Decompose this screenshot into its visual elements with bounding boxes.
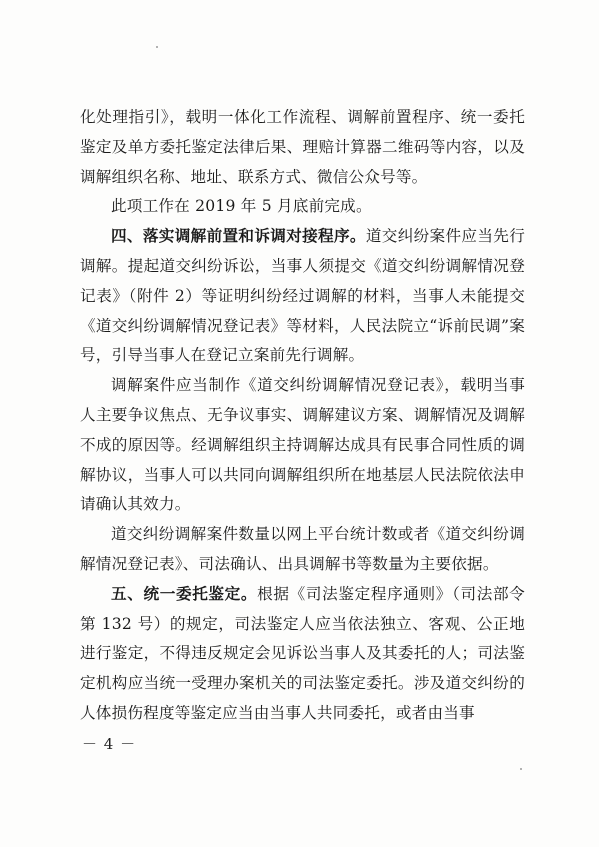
section-heading: 五、统一委托鉴定。 bbox=[111, 584, 258, 603]
section-heading: 四、落实调解前置和诉调对接程序。 bbox=[111, 227, 366, 246]
paragraph-deadline bbox=[80, 192, 525, 222]
scan-speck bbox=[520, 768, 522, 770]
paragraph-mediation-record bbox=[80, 371, 525, 520]
paragraph-text: 根据《司法鉴定程序通则》（司法部令第 132 号）的规定，司法鉴定人应当依法独立、客观、公正地进行鉴定，不得违反规定会见诉讼当事人及其委托的人；司法鉴定机构应当统一受理办案机关的司法鉴定委托。涉及道交纠纷的人体损伤程度等鉴定应当由当事人共同委托，或者由当事 bbox=[80, 584, 525, 722]
paragraph-text: 调解案件应当制作《道交纠纷调解情况登记表》，载明当事人主要争议焦点、无争议事实、调解建议方案、调解情况及调解不成的原因等。经调解组织主持调解达成具有民事合同性质的调解协议，当事人可以共同向调解组织所在地基层人民法院依法申请确认其效力。 bbox=[80, 376, 525, 514]
paragraph-text: 此项工作在 2019 年 5 月底前完成。 bbox=[111, 197, 372, 216]
paragraph-text: 道交纠纷案件应当先行调解。提起道交纠纷诉讼，当事人须提交《道交纠纷调解情况登记表》（附件 2）等证明纠纷经过调解的材料，当事人未能提交《道交纠纷调解情况登记表》等材料，人民法院立“诉前民调”案号，引导当事人在登记立案前先行调解。 bbox=[80, 227, 525, 365]
paragraph-text: 道交纠纷调解案件数量以网上平台统计数或者《道交纠纷调解情况登记表》、司法确认、出具调解书等数量为主要依据。 bbox=[80, 525, 525, 573]
scan-speck bbox=[156, 46, 158, 48]
paragraph-statistics bbox=[80, 520, 525, 580]
paragraph-continuation bbox=[80, 103, 525, 192]
section-four bbox=[80, 222, 525, 371]
page-number: － 4 － bbox=[82, 735, 137, 753]
paragraph-text: 化处理指引》，载明一体化工作流程、调解前置程序、统一委托鉴定及单方委托鉴定法律后果、理赔计算器二维码等内容，以及调解组织名称、地址、联系方式、微信公众号等。 bbox=[80, 108, 525, 186]
body-text bbox=[80, 103, 525, 729]
section-five bbox=[80, 580, 525, 729]
